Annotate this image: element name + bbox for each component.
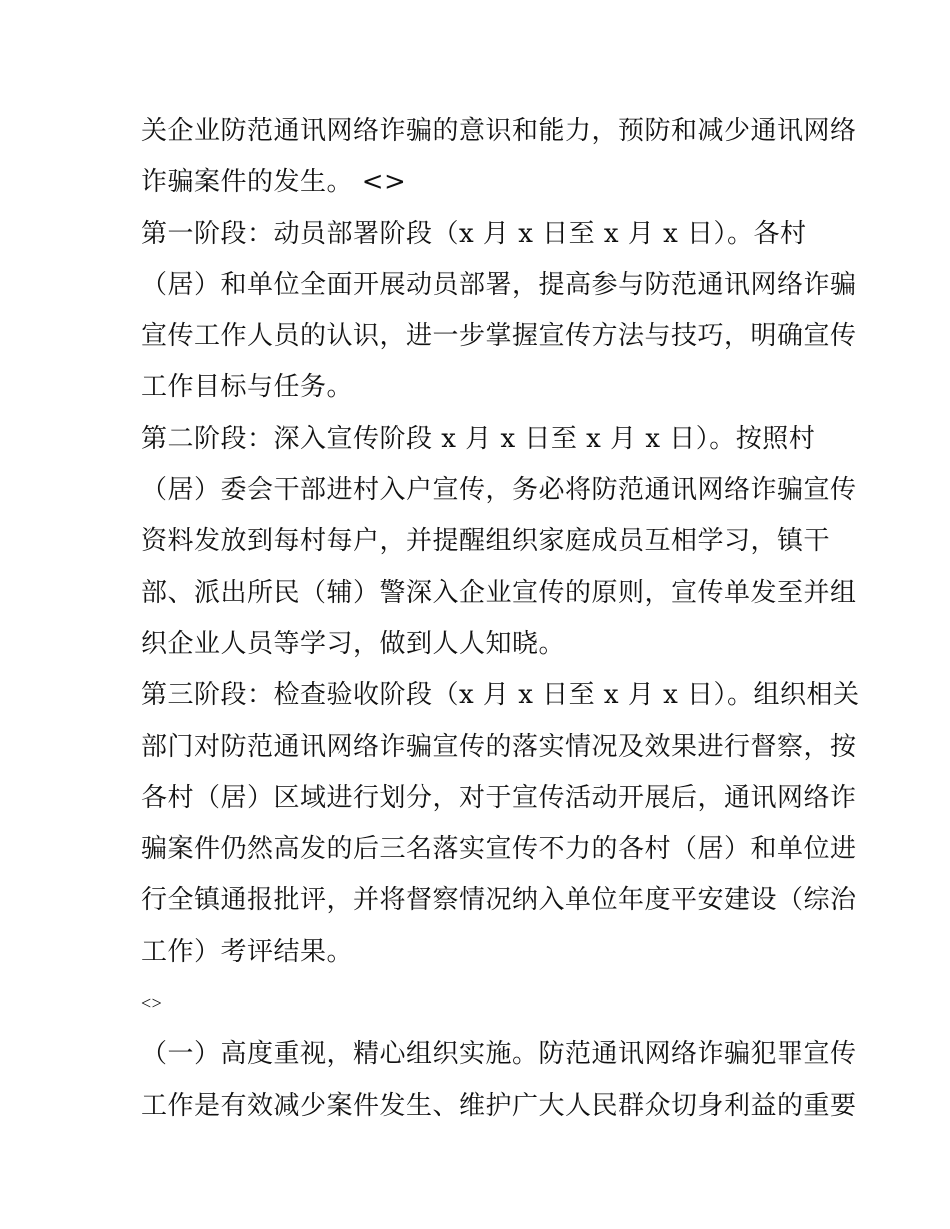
text-line: 第三阶段：检查验收阶段（x 月 x 日至 x 月 x 日）。组织相关 xyxy=(141,680,860,711)
text-line: 资料发放到每村每户，并提醒组织家庭成员互相学习，镇干 xyxy=(141,526,831,557)
text-line: <> xyxy=(141,993,163,1014)
text-line: 骗案件仍然高发的后三名落实宣传不力的各村（居）和单位进 xyxy=(141,834,857,865)
text-line: 诈骗案件的发生。 <> xyxy=(141,167,407,198)
text-line: 工作是有效减少案件发生、维护广大人民群众切身利益的重要 xyxy=(141,1090,857,1121)
text-line: 第二阶段：深入宣传阶段 x 月 x 日至 x 月 x 日）。按照村 xyxy=(141,423,816,454)
text-line: 工作）考评结果。 xyxy=(141,936,354,967)
document-body xyxy=(141,106,860,1132)
text-line: 部门对防范通讯网络诈骗宣传的落实情况及效果进行督察，按 xyxy=(141,731,857,762)
text-line: 工作目标与任务。 xyxy=(141,372,354,403)
text-line: 宣传工作人员的认识，进一步掌握宣传方法与技巧，明确宣传 xyxy=(141,321,857,352)
text-line: 第一阶段：动员部署阶段（x 月 x 日至 x 月 x 日）。各村 xyxy=(141,218,807,249)
text-line: 关企业防范通讯网络诈骗的意识和能力，预防和减少通讯网络 xyxy=(141,116,857,146)
text-line: （居）和单位全面开展动员部署，提高参与防范通讯网络诈骗 xyxy=(141,269,857,300)
text-line: 行全镇通报批评，并将督察情况纳入单位年度平安建设（综治 xyxy=(141,885,857,916)
text-line: （一）高度重视，精心组织实施。防范通讯网络诈骗犯罪宣传 xyxy=(141,1039,857,1070)
text-line: 部、派出所民（辅）警深入企业宣传的原则，宣传单发至并组 xyxy=(141,577,857,608)
text-line: 各村（居）区域进行划分，对于宣传活动开展后，通讯网络诈 xyxy=(141,782,857,813)
text-line: （居）委会干部进村入户宣传，务必将防范通讯网络诈骗宣传 xyxy=(141,475,857,506)
text-line: 织企业人员等学习，做到人人知晓。 xyxy=(141,628,566,659)
